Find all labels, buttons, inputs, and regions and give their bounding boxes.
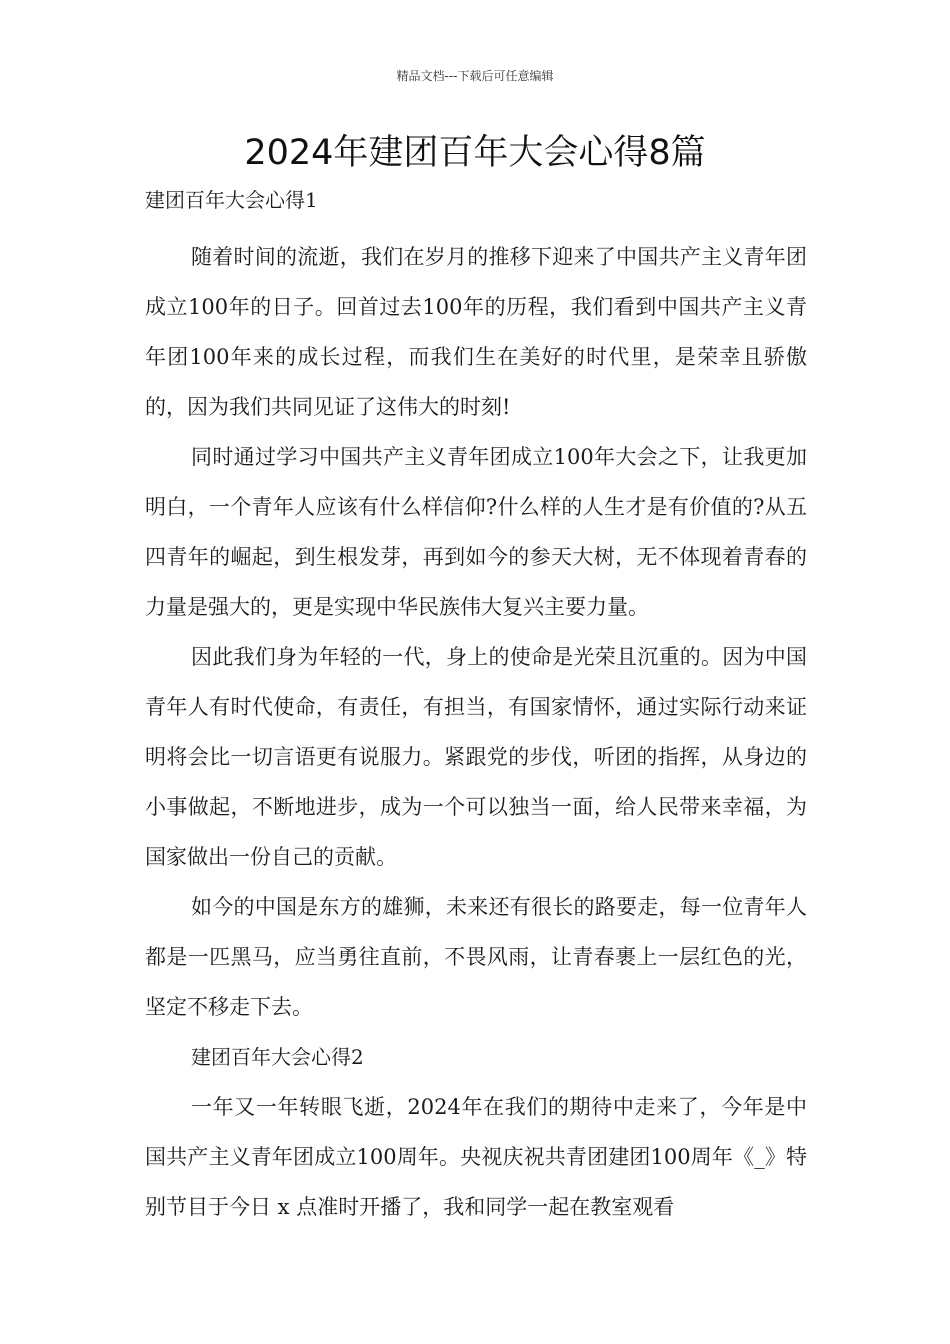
- paragraph: 随着时间的流逝，我们在岁月的推移下迎来了中国共产主义青年团成立100年的日子。回首过去100年的历程，我们看到中国共产主义青年团100年来的成长过程，而我们生在美好的时代里，是荣幸且骄傲的，因为我们共同见证了这伟大的时刻!: [145, 245, 807, 419]
- section-heading-2: 建团百年大会心得2: [191, 1045, 364, 1069]
- document-body: [145, 232, 807, 1232]
- paragraph: 如今的中国是东方的雄狮，未来还有很长的路要走，每一位青年人都是一匹黑马，应当勇往直前，不畏风雨，让青春裹上一层红色的光，坚定不移走下去。: [145, 895, 807, 1019]
- paragraph: 同时通过学习中国共产主义青年团成立100年大会之下，让我更加明白，一个青年人应该有什么样信仰?什么样的人生才是有价值的?从五四青年的崛起，到生根发芽，再到如今的参天大树，无不体现着青春的力量是强大的，更是实现中华民族伟大复兴主要力量。: [145, 445, 807, 619]
- paragraph: 一年又一年转眼飞逝，2024年在我们的期待中走来了，今年是中国共产主义青年团成立100周年。央视庆祝共青团建团100周年《_》特别节目于今日 x 点准时开播了，我和同学一起在教室观看: [145, 1095, 807, 1219]
- page-header: 精品文档---下载后可任意编辑: [396, 69, 554, 83]
- paragraph: 因此我们身为年轻的一代，身上的使命是光荣且沉重的。因为中国青年人有时代使命，有责任，有担当，有国家情怀，通过实际行动来证明将会比一切言语更有说服力。紧跟党的步伐，听团的指挥，从身边的小事做起，不断地进步，成为一个可以独当一面，给人民带来幸福，为国家做出一份自己的贡献。: [145, 645, 807, 869]
- document-title: 2024年建团百年大会心得8篇: [244, 133, 706, 173]
- section-heading-1: 建团百年大会心得1: [145, 188, 318, 212]
